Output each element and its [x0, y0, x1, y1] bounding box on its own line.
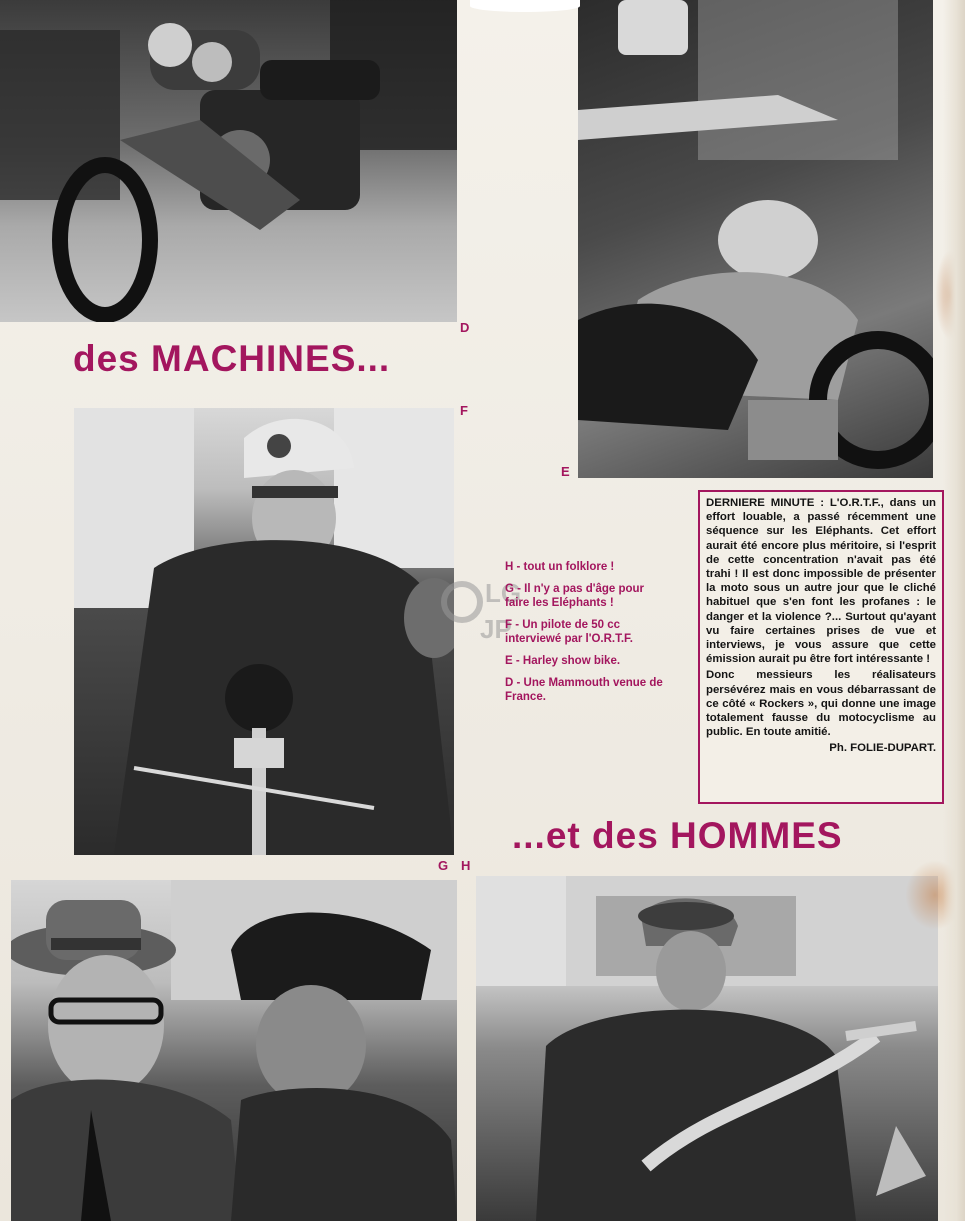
box-signature: Ph. FOLIE-DUPART.: [829, 742, 936, 755]
pilot-photo-illustration: [74, 408, 454, 855]
watermark-line2: JP: [480, 614, 512, 644]
photo-label-h: H: [461, 858, 471, 873]
derniere-minute-box: [698, 490, 944, 804]
photo-rider-goggles: [476, 876, 938, 1221]
paper-edge: [943, 0, 965, 1221]
torn-paper-edge: [470, 0, 580, 12]
photo-harley-show-bike: [578, 0, 933, 478]
heading-hommes: ...et des HOMMES: [512, 815, 843, 856]
heading-machines: des MACHINES...: [73, 338, 391, 379]
photo-mammouth-motorcycle: [0, 0, 457, 322]
caption-e: E - Harley show bike.: [505, 655, 621, 667]
caption-f: F - Un pilote de 50 cc interviewé par l'O.R.T.F.: [505, 619, 633, 645]
photo-label-g: G: [438, 858, 449, 873]
watermark-line1: LG: [485, 578, 522, 608]
caption-h: H - tout un folklore !: [505, 561, 615, 573]
photo-label-f: F: [460, 403, 468, 418]
caption-d: D - Une Mammouth venue de France.: [505, 677, 663, 703]
photo-older-men: [11, 880, 457, 1221]
harley-photo-illustration: [578, 0, 933, 478]
motorcycle-photo-illustration: [0, 0, 457, 322]
box-paragraph-1: DERNIERE MINUTE : L'O.R.T.F., dans un effort louable, a passé récemment une séquence sur les Eléphants. Cet effort aurait été encore plus méritoire, si l'esprit de cette concentration n'avait pas été trahi ! Il est donc impossible de présenter la moto sous un autre jour que le cliché habituel que s'en font les profanes : le danger et la violence ?... Surtout qu'ayant vu faire certaines prises de vue et interviews, je vous assure que cette émission aurait pu être fort intéressante !: [706, 497, 936, 666]
two-men-photo-illustration: [11, 880, 457, 1221]
caption-g: G - Il n'y a pas d'âge pour faire les Eléphants !: [505, 583, 645, 609]
photo-label-e: E: [561, 464, 570, 479]
box-paragraph-2: Donc messieurs les réalisateurs persévérez mais en vous débarrassant de ce côté « Rockers », qui donne une image totalement fausse du motocyclisme au public. En toute amitié.: [706, 669, 936, 739]
photo-captions: [505, 560, 665, 712]
rider-photo-illustration: [476, 876, 938, 1221]
photo-label-d: D: [460, 320, 470, 335]
photo-pilot-interview: [74, 408, 454, 855]
